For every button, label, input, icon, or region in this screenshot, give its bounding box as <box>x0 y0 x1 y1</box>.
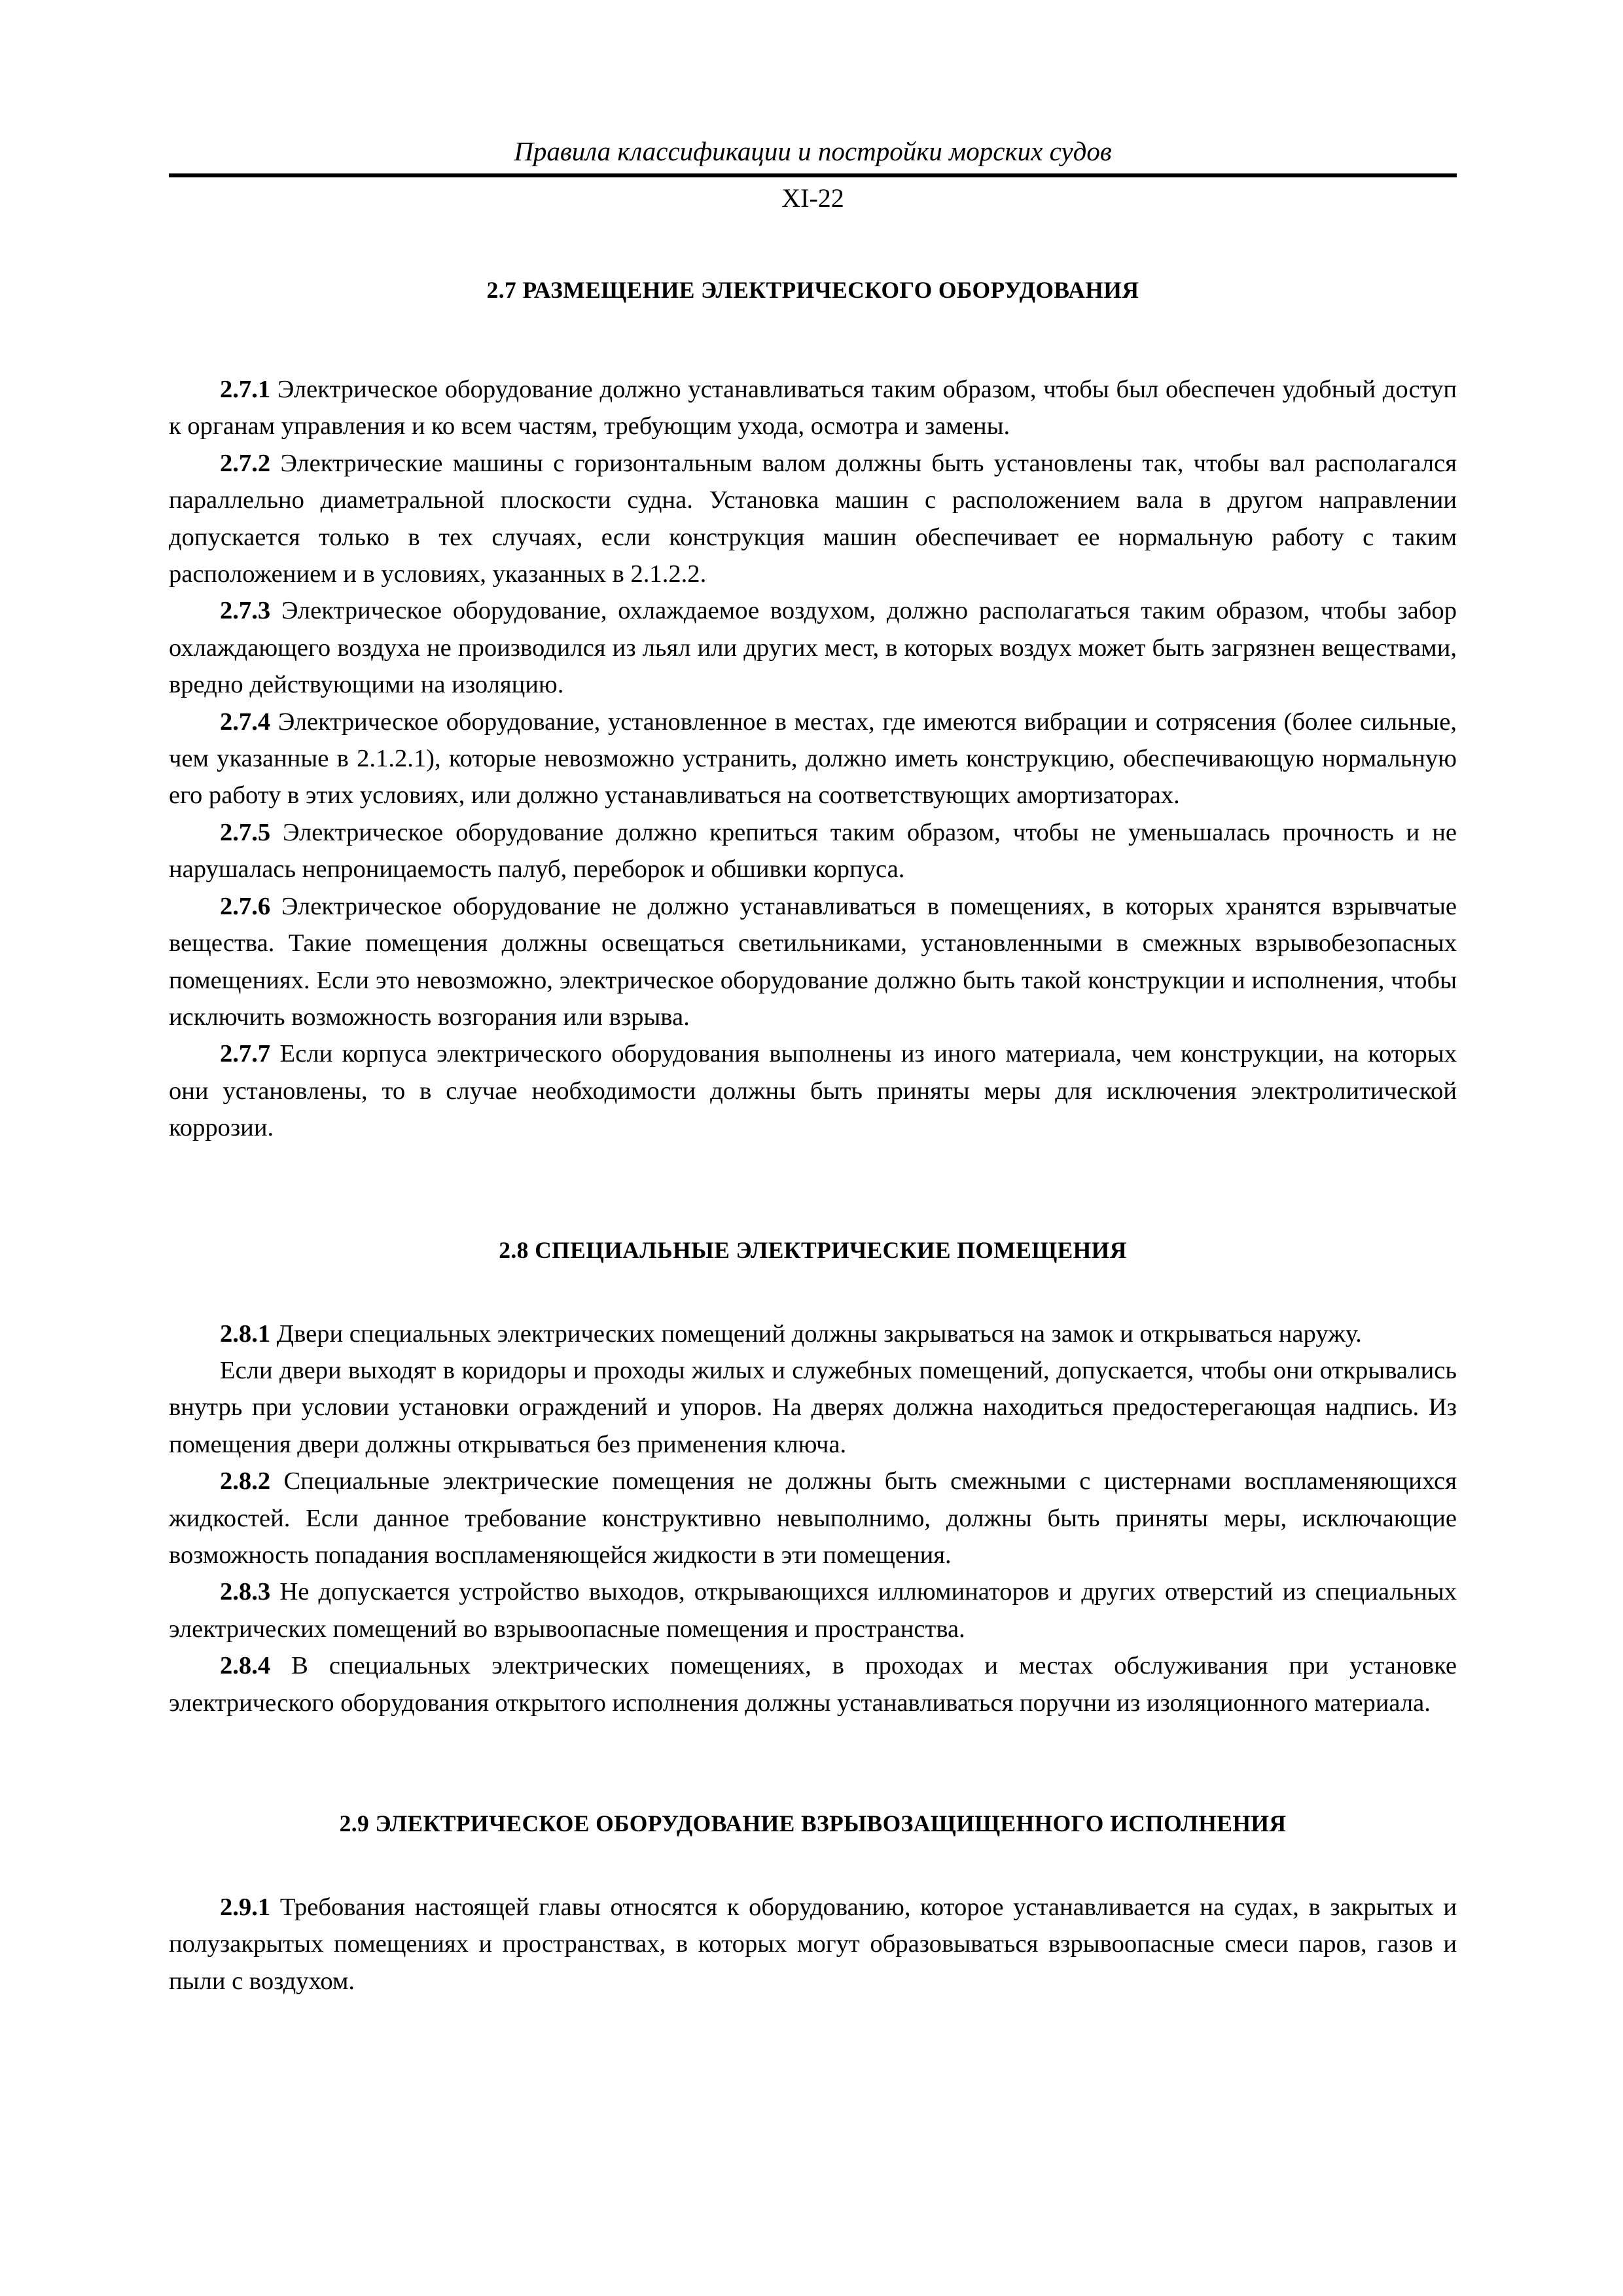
paragraph-text: Электрическое оборудование должно устанавливаться таким образом, чтобы был обеспечен удобный доступ к органам управления и ко всем частям, требующим ухода, осмотра и замены. <box>169 376 1457 440</box>
clause-number: 2.8.4 <box>220 1652 271 1680</box>
paragraph-text: Электрическое оборудование, установленное в местах, где имеются вибрации и сотрясения (более сильные, чем указанные в 2.1.2.1), которые невозможно устранить, должно иметь конструкцию, обеспечивающую нормальную его работу в этих условиях, или должно устанавливаться на соответствующих амортизаторах. <box>169 708 1457 810</box>
paragraph-2-8-3 <box>169 1573 1457 1647</box>
paragraph-text: Требования настоящей главы относятся к оборудованию, которое устанавливается на судах, в закрытых и полузакрытых помещениях и пространствах, в которых могут образовываться взрывоопасные смеси паров, газов и пыли с воздухом. <box>169 1893 1457 1995</box>
clause-number: 2.9.1 <box>220 1893 271 1921</box>
clause-number: 2.7.1 <box>220 376 271 403</box>
paragraph-text: Не допускается устройство выходов, открывающихся иллюминаторов и других отверстий из специальных электрических помещений во взрывоопасные помещения и пространства. <box>169 1578 1457 1643</box>
paragraph-2-8-2 <box>169 1463 1457 1573</box>
document-page <box>169 134 1457 2000</box>
paragraph-2-7-2 <box>169 445 1457 593</box>
clause-number: 2.7.4 <box>220 708 271 736</box>
paragraph-2-7-4 <box>169 704 1457 814</box>
paragraph-text: Если двери выходят в коридоры и проходы жилых и служебных помещений, допускается, чтобы они открывались внутрь при условии установки ограждений и упоров. На дверях должна находиться предостерегающая надпись. Из помещения двери должны открываться без применения ключа. <box>169 1356 1457 1458</box>
section-heading: 2.8 СПЕЦИАЛЬНЫЕ ЭЛЕКТРИЧЕСКИЕ ПОМЕЩЕНИЯ <box>499 1236 1127 1263</box>
paragraph-text: Электрическое оборудование, охлаждаемое воздухом, должно располагаться таким образом, чтобы забор охлаждающего воздуха не производился из льял или других мест, в которых воздух может быть загрязнен веществами, вредно действующими на изоляцию. <box>169 597 1457 699</box>
section-2-7 <box>169 272 1457 1147</box>
paragraph-2-7-1 <box>169 371 1457 445</box>
paragraph-text: В специальных электрических помещениях, в проходах и местах обслуживания при установке электрического оборудования открытого исполнения должны устанавливаться поручни из изоляционного материала. <box>169 1652 1457 1717</box>
paragraph-2-7-5 <box>169 814 1457 888</box>
header-rule <box>169 173 1457 177</box>
clause-number: 2.7.5 <box>220 818 271 846</box>
paragraph-2-7-6 <box>169 888 1457 1036</box>
paragraph-2-8-1-continued <box>169 1352 1457 1463</box>
paragraph-text: Электрические машины с горизонтальным валом должны быть установлены так, чтобы вал располагался параллельно диаметральной плоскости судна. Установка машин с расположением вала в другом направлении допускается только в тех случаях, если конструкция машин обеспечивает ее нормальную работу с таким расположением и в условиях, указанных в 2.1.2.2. <box>169 449 1457 588</box>
paragraph-text: Если корпуса электрического оборудования выполнены из иного материала, чем конструкции, на которых они установлены, то в случае необходимости должны быть приняты меры для исключения электролитической коррозии. <box>169 1040 1457 1142</box>
clause-number: 2.8.3 <box>220 1578 271 1606</box>
clause-number: 2.7.6 <box>220 892 271 920</box>
section-2-8 <box>169 1232 1457 1721</box>
clause-number: 2.8.2 <box>220 1467 271 1496</box>
running-title: Правила классификации и постройки морских судов <box>514 136 1112 166</box>
page-number: XI-22 <box>781 183 844 213</box>
paragraph-2-8-1 <box>169 1316 1457 1352</box>
paragraph-2-7-7 <box>169 1035 1457 1146</box>
paragraph-text: Специальные электрические помещения не должны быть смежными с цистернами воспламеняющихся жидкостей. Если данное требование конструктивно невыполнимо, должны быть приняты меры, исключающие возможность попадания воспламеняющейся жидкости в эти помещения. <box>169 1467 1457 1569</box>
paragraph-text: Электрическое оборудование не должно устанавливаться в помещениях, в которых хранятся взрывчатые вещества. Такие помещения должны освещаться светильниками, установленными в смежных взрывобезопасных помещениях. Если это невозможно, электрическое оборудование должно быть такой конструкции и исполнения, чтобы исключить возможность возгорания или взрыва. <box>169 892 1457 1031</box>
section-2-9 <box>169 1805 1457 2000</box>
clause-number: 2.7.7 <box>220 1040 271 1068</box>
paragraph-2-7-3 <box>169 592 1457 703</box>
section-heading: 2.7 РАЗМЕЩЕНИЕ ЭЛЕКТРИЧЕСКОГО ОБОРУДОВАНИЯ <box>486 277 1139 303</box>
clause-number: 2.7.2 <box>220 449 271 477</box>
paragraph-text: Электрическое оборудование должно крепиться таким образом, чтобы не уменьшалась прочность и не нарушалась непроницаемость палуб, переборок и обшивки корпуса. <box>169 818 1457 884</box>
section-heading: 2.9 ЭЛЕКТРИЧЕСКОЕ ОБОРУДОВАНИЕ ВЗРЫВОЗАЩИЩЕННОГО ИСПОЛНЕНИЯ <box>339 1810 1287 1837</box>
clause-number: 2.8.1 <box>220 1319 271 1348</box>
clause-number: 2.7.3 <box>220 597 271 625</box>
paragraph-2-8-4 <box>169 1647 1457 1721</box>
paragraph-2-9-1 <box>169 1889 1457 2000</box>
paragraph-text: Двери специальных электрических помещений должны закрываться на замок и открываться наружу. <box>270 1319 1362 1348</box>
